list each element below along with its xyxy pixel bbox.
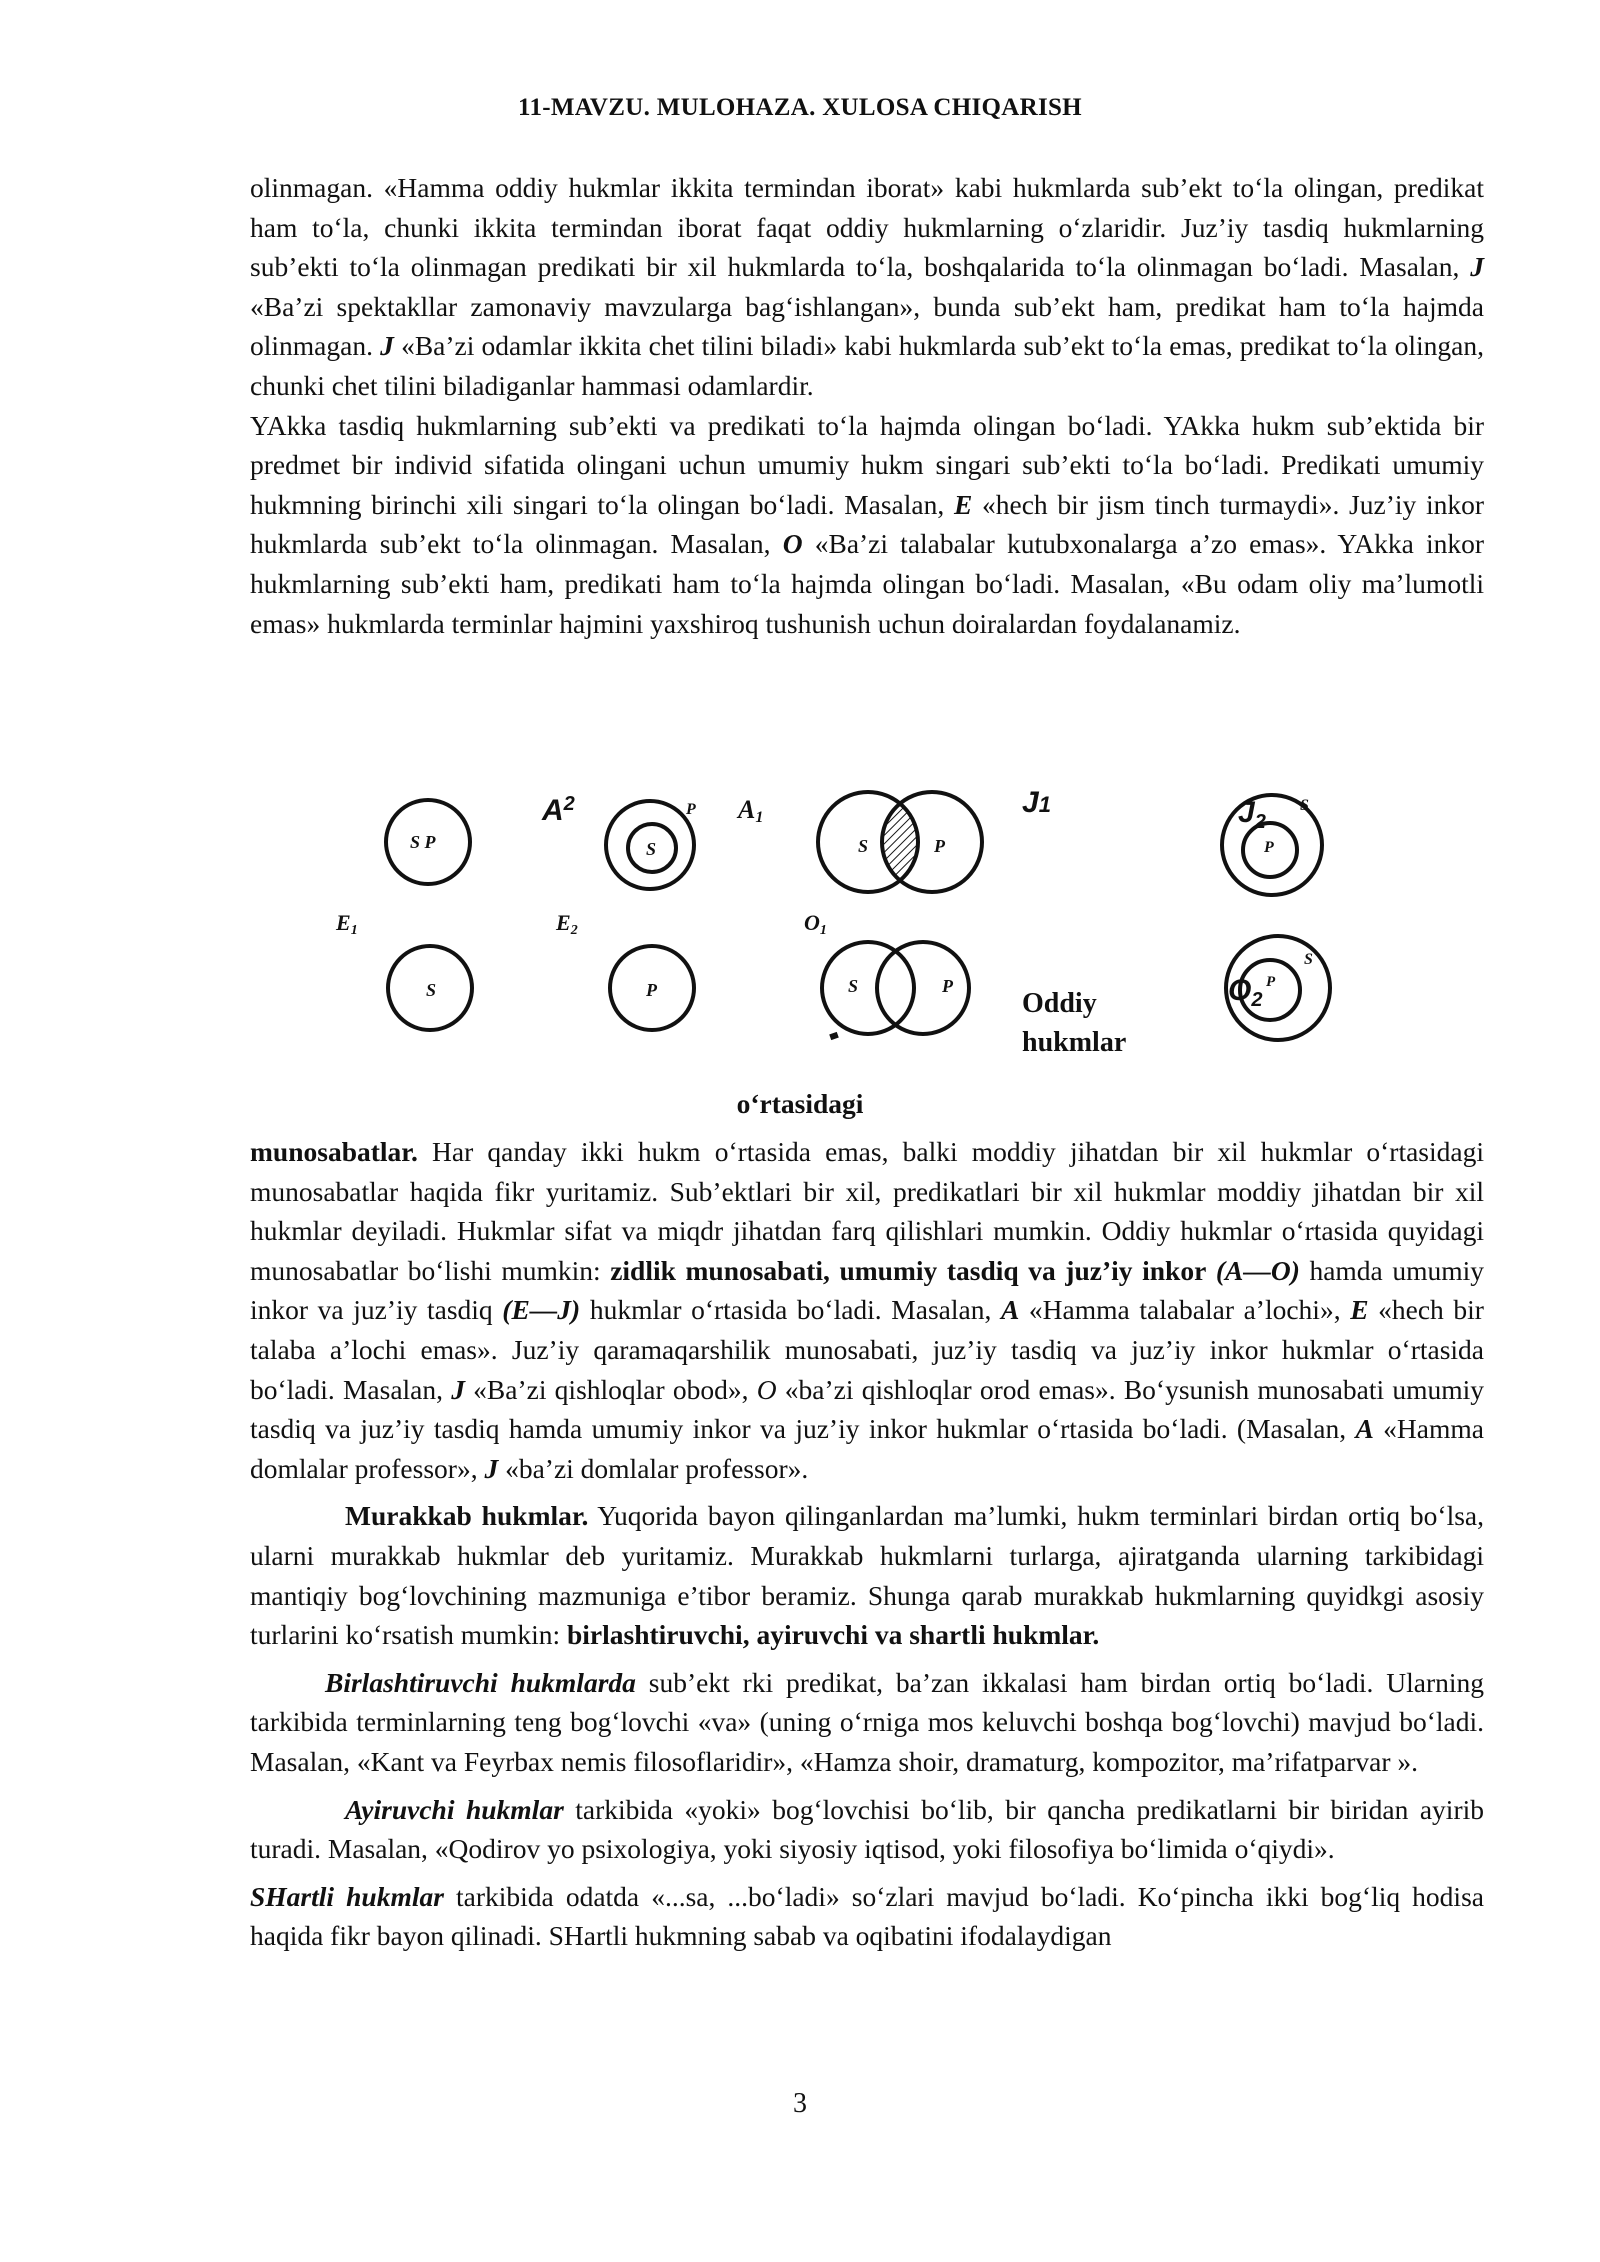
- circle-letter: S P: [410, 832, 436, 852]
- running-header: 11-MAVZU. MULOHAZA. XULOSA CHIQARISH: [518, 94, 1082, 121]
- text-run: O: [756, 1373, 777, 1405]
- text-run: E: [1350, 1294, 1369, 1326]
- circle-letter: S: [858, 836, 869, 856]
- text-run: sub’ekt rki predikat, ba’zan ikkalasi ham birdan ortiq bo‘ladi. Ularning tarkibida terminlarning teng bog‘lovchi «va» (uning o‘rniga mos keluvchi boshqa bog‘lovchi) mavjud bo‘ladi. Masalan, «Kant va Feyrbax nemis filosoflaridir», «Hamza shoir, dramaturg, kompozitor, ma’rifatparvar ».: [250, 1666, 1484, 1777]
- text-run: «hech bir talaba a’lochi emas». Juz’iy qaramaqarshilik munosabati, juz’iy tasdiq va juz’iy inkor hukmlar o‘rtasida bo‘ladi. Masalan,: [250, 1294, 1484, 1405]
- text-run: munosabatlar.: [250, 1136, 418, 1167]
- label-a2: $A^2$: [542, 793, 575, 827]
- circle-p: [877, 942, 969, 1034]
- text-run: J: [380, 330, 394, 362]
- circle-letter: P: [1264, 839, 1274, 856]
- circle-letter: P: [942, 976, 953, 996]
- text-run: «Hamma domlalar professor»,: [250, 1413, 1484, 1484]
- text-run: J: [1470, 251, 1484, 283]
- diagram-caption-line2: hukmlar: [1022, 1027, 1127, 1058]
- label-o1: O1: [804, 910, 827, 938]
- paragraph: [250, 1132, 1484, 1488]
- circle-letter: S: [1304, 951, 1313, 968]
- circle-letter: P: [934, 836, 945, 856]
- text-run: YAkka tasdiq hukmlarning sub’ekti va predikati to‘la hajmda olingan bo‘ladi. YAkka hukm sub’ektida bir predmet bir individ sifatida olingani uchun umumiy hukm singari sub’ekti to‘la bo‘ladi. Predikati umumiy hukmning birinchi xili singari to‘la olingan bo‘ladi. Masalan,: [250, 409, 1484, 520]
- text-run: «hech bir jism tinch turmaydi». Juz’iy inkor hukmlarda sub’ekt to‘la olinmagan. Masalan,: [250, 488, 1484, 560]
- circle-letter: S: [646, 839, 657, 859]
- text-run: J: [451, 1373, 465, 1405]
- text-run: birlashtiruvchi, ayiruvchi va shartli hukmlar.: [566, 1619, 1100, 1651]
- label-e2: E2: [556, 910, 578, 938]
- circle-letter: P: [1266, 974, 1276, 990]
- text-run: «ba’zi qishloqlar orod emas». Bo‘ysunish munosabati umumiy tasdiq va juz’iy tasdiq hamda umumiy inkor va juz’iy inkor hukmlar o‘rtasida bo‘ladi. (Masalan,: [250, 1373, 1484, 1445]
- text-run: A: [1000, 1294, 1020, 1326]
- text-run: «Ba’zi talabalar kutubxonalarga a’zo emas». YAkka inkor hukmlarning sub’ekti ham, predikati ham to‘la hajmda olingan bo‘ladi. Masalan, «Bu odam oliy ma’lumotli emas» hukmlarda terminlar hajmini yaxshiroq tushunish uchun doiralardan foydalanamiz.: [250, 528, 1484, 639]
- text-run: SHartli hukmlar: [250, 1880, 444, 1912]
- text-block-top: [250, 168, 1484, 643]
- text-run: olinmagan. «Hamma oddiy hukmlar ikkita termindan iborat» kabi hukmlarda sub’ekt to‘la olingan, predikat ham to‘la, chunki ikkita termindan iborat faqat oddiy hukmlarning o‘zlaridir. Juz’iy tasdiq hukmlarning sub’ekti to‘la olinmagan predikati bir xil hukmlarda to‘la, boshqalarida to‘la olinmagan bo‘ladi. Masalan,: [250, 172, 1484, 283]
- circle-letter: S: [848, 976, 859, 996]
- text-run: (A—O): [1215, 1254, 1300, 1286]
- text-run: «Ba’zi qishloqlar obod»,: [464, 1373, 757, 1405]
- text-run: J: [484, 1452, 499, 1484]
- euler-circles-diagram: [0, 760, 1600, 1080]
- text-run: (E—J): [502, 1294, 581, 1326]
- label-o2: $O_2$: [1228, 974, 1263, 1011]
- text-run: Birlashtiruvchi hukmlarda: [325, 1666, 636, 1698]
- circle-s: [822, 942, 914, 1034]
- text-run: tarkibida «yoki» bog‘lovchisi bo‘lib, bir qancha predikatlarni bir biridan ayirib turadi. Masalan, «Qodirov yo psixologiya, yoki siyosiy iqtisod, yoki filosofiya bo‘limida o‘qiydi».: [250, 1793, 1484, 1865]
- paragraph: [250, 406, 1484, 644]
- text-run: Yuqorida bayon qilinganlardan ma’lumki, hukm terminlari birdan ortiq bo‘lsa, ularni murakkab hukmlar deb yuritamiz. Murakkab hukmlarni turlarga, ajiratganda ularning tarkibidagi mantiqiy bog‘lovchining mazmuniga e’tibor beramiz. Shunga qarab murakkab hukmlarning quyidkgi asosiy turlarini ko‘rsatish mumkin:: [250, 1500, 1484, 1651]
- text-run: «ba’zi domlalar professor».: [498, 1452, 809, 1484]
- text-run: O: [782, 528, 803, 560]
- text-run: tarkibida odatda «...sa, ...bo‘ladi» so‘zlari mavjud bo‘ladi. Ko‘pincha ikki bog‘liq hodisa haqida fikr bayon qilinadi. SHartli hukmning sabab va oqibatini ifodalaydigan: [250, 1880, 1484, 1952]
- diagram-caption-line1: Oddiy: [1022, 988, 1097, 1019]
- label-a1: A1: [738, 795, 764, 826]
- section-heading-fragment: o‘rtasidagi: [736, 1088, 864, 1119]
- small-mark: [829, 1032, 839, 1040]
- circle-letter: P: [686, 801, 696, 818]
- text-run: A: [1355, 1413, 1374, 1445]
- paragraph: [250, 1496, 1484, 1654]
- text-run: E: [953, 488, 973, 520]
- paragraph: [250, 168, 1484, 406]
- page-number: 3: [793, 2088, 807, 2119]
- text-run: Murakkab hukmlar.: [345, 1500, 589, 1532]
- label-j1: J1: [1022, 786, 1051, 819]
- text-run: hamda umumiy inkor va juz’iy tasdiq: [250, 1254, 1485, 1326]
- circle-letter: S: [426, 980, 437, 1000]
- text-block-bottom: [250, 1132, 1484, 1956]
- text-run: Ayiruvchi hukmlar: [345, 1793, 564, 1825]
- paragraph: [250, 1663, 1484, 1782]
- circle-letter: P: [646, 980, 657, 1000]
- text-run: «Ba’zi spektakllar zamonaviy mavzularga bag‘ishlangan», bunda sub’ekt ham, predikat ham to‘la hajmda olinmagan.: [250, 290, 1484, 362]
- text-run: [1206, 1255, 1216, 1286]
- text-run: «Ba’zi odamlar ikkita chet tilini biladi» kabi hukmlarda sub’ekt to‘la emas, predikat to‘la olingan, chunki chet tilini biladiganlar hammasi odamlardir.: [250, 330, 1484, 401]
- circle-letter: S: [1300, 797, 1309, 814]
- label-e1: E1: [336, 910, 358, 938]
- text-run: zidlik munosabati, umumiy tasdiq va juz’iy inkor: [610, 1254, 1207, 1286]
- label-j2: $J_2$: [1238, 796, 1266, 833]
- paragraph: [250, 1877, 1484, 1956]
- text-run: hukmlar o‘rtasida bo‘ladi. Masalan,: [580, 1294, 1001, 1326]
- text-run: Har qanday ikki hukm o‘rtasida emas, balki moddiy jihatdan bir xil hukmlar o‘rtasidagi munosabatlar haqida fikr yuritamiz. Sub’ektlari bir xil, predikatlari bir xil hukmlar moddiy jihatdan bir xil hukmlar deyiladi. Hukmlar sifat va miqdr jihatdan farq qilishlari mumkin. Oddiy hukmlar o‘rtasida quyidagi munosabatlar bo‘lishi mumkin:: [250, 1136, 1484, 1286]
- paragraph: [250, 1790, 1484, 1869]
- text-run: «Hamma talabalar a’lochi»,: [1019, 1294, 1351, 1326]
